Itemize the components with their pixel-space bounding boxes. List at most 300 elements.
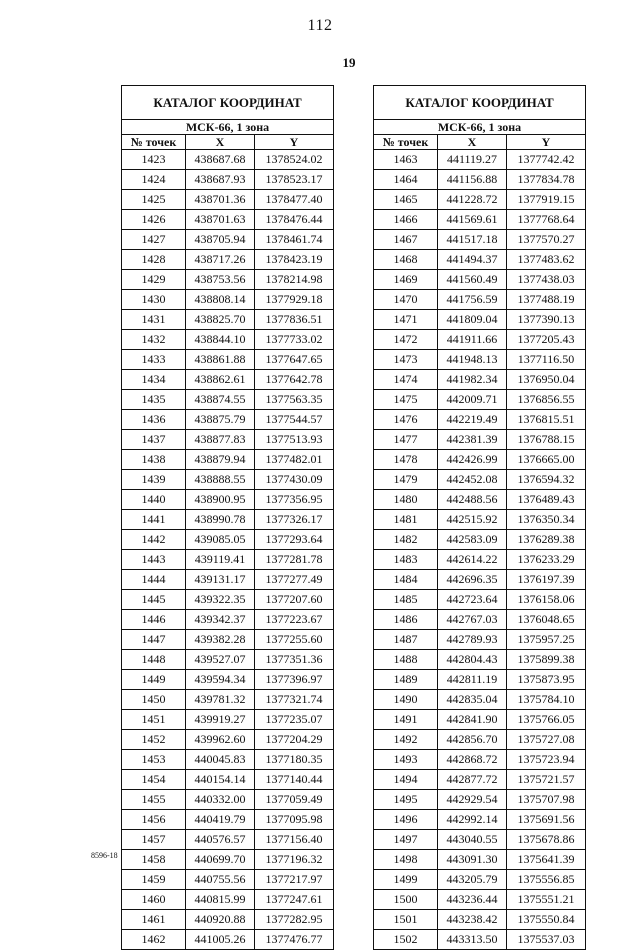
table-row: [122, 750, 333, 770]
cell-point-number: 1483: [374, 550, 438, 569]
cell-x: 438874.55: [186, 390, 255, 409]
cell-y: 1377733.02: [265, 332, 323, 346]
cell-point-number: 1447: [122, 630, 186, 649]
table-row: [374, 290, 585, 310]
table-row: [122, 150, 333, 170]
cell-y: 1377834.78: [517, 172, 575, 186]
cell-point-number: 1479: [374, 470, 438, 489]
document-code: 8596-18: [91, 851, 118, 860]
cell-x: 439919.27: [186, 710, 255, 729]
cell-point-number: 1499: [374, 870, 438, 889]
table-row: [374, 510, 585, 530]
cell-y: 1376665.00: [517, 452, 575, 466]
coordinate-catalog-table-right: [373, 85, 586, 950]
cell-y: 1377356.95: [265, 492, 323, 506]
cell-point-number: 1456: [122, 810, 186, 829]
cell-x: 442009.71: [438, 390, 507, 409]
cell-point-number: 1426: [122, 210, 186, 229]
cell-y: 1376197.39: [517, 572, 575, 586]
cell-point-number: 1448: [122, 650, 186, 669]
cell-x: 438705.94: [186, 230, 255, 249]
cell-point-number: 1481: [374, 510, 438, 529]
table-row: [374, 890, 585, 910]
cell-x: 443091.30: [438, 850, 507, 869]
cell-x: 440045.83: [186, 750, 255, 769]
table-row: [122, 790, 333, 810]
cell-x: 442877.72: [438, 770, 507, 789]
cell-point-number: 1449: [122, 670, 186, 689]
cell-x: 440419.79: [186, 810, 255, 829]
cell-y: 1377351.36: [265, 652, 323, 666]
cell-point-number: 1487: [374, 630, 438, 649]
cell-y: 1375721.57: [517, 772, 575, 786]
cell-point-number: 1490: [374, 690, 438, 709]
cell-y: 1377059.49: [265, 792, 323, 806]
cell-x: 442811.19: [438, 670, 507, 689]
cell-y: 1375551.21: [517, 892, 575, 906]
cell-x: 440699.70: [186, 850, 255, 869]
cell-x: 438808.14: [186, 290, 255, 309]
table-row: [374, 230, 585, 250]
cell-x: 442804.43: [438, 650, 507, 669]
cell-point-number: 1493: [374, 750, 438, 769]
cell-x: 443313.50: [438, 930, 507, 949]
catalog-title: КАТАЛОГ КООРДИНАТ: [122, 86, 333, 120]
cell-y: 1375691.56: [517, 812, 575, 826]
table-row: [122, 570, 333, 590]
cell-y: 1377095.98: [265, 812, 323, 826]
table-row: [374, 750, 585, 770]
cell-y: 1377207.60: [265, 592, 323, 606]
cell-x: 438844.10: [186, 330, 255, 349]
cell-point-number: 1435: [122, 390, 186, 409]
cell-y: 1376158.06: [517, 592, 575, 606]
cell-x: 439131.17: [186, 570, 255, 589]
table-row: [374, 410, 585, 430]
table-row: [374, 310, 585, 330]
catalog-title: КАТАЛОГ КООРДИНАТ: [374, 86, 585, 120]
cell-x: 438900.95: [186, 490, 255, 509]
cell-x: 441156.88: [438, 170, 507, 189]
cell-point-number: 1462: [122, 930, 186, 949]
table-row: [122, 510, 333, 530]
cell-point-number: 1473: [374, 350, 438, 369]
table-row: [374, 790, 585, 810]
cell-x: 438701.63: [186, 210, 255, 229]
table-row: [374, 150, 585, 170]
cell-x: 438687.68: [186, 150, 255, 169]
cell-y: 1377483.62: [517, 252, 575, 266]
cell-y: 1377196.32: [265, 852, 323, 866]
cell-y: 1375873.95: [517, 672, 575, 686]
table-row: [122, 330, 333, 350]
table-row: [122, 550, 333, 570]
cell-y: 1375899.38: [517, 652, 575, 666]
cell-y: 1377438.03: [517, 272, 575, 286]
cell-x: 439781.32: [186, 690, 255, 709]
cell-point-number: 1488: [374, 650, 438, 669]
cell-point-number: 1429: [122, 270, 186, 289]
cell-point-number: 1432: [122, 330, 186, 349]
cell-point-number: 1431: [122, 310, 186, 329]
cell-point-number: 1452: [122, 730, 186, 749]
cell-y: 1377277.49: [265, 572, 323, 586]
table-row: [122, 290, 333, 310]
cell-point-number: 1485: [374, 590, 438, 609]
cell-y: 1377156.40: [265, 832, 323, 846]
cell-x: 442452.08: [438, 470, 507, 489]
cell-x: 441228.72: [438, 190, 507, 209]
cell-y: 1377488.19: [517, 292, 575, 306]
cell-x: 439594.34: [186, 670, 255, 689]
cell-point-number: 1491: [374, 710, 438, 729]
cell-point-number: 1423: [122, 150, 186, 169]
table-row: [122, 910, 333, 930]
cell-point-number: 1486: [374, 610, 438, 629]
cell-y: 1375727.08: [517, 732, 575, 746]
cell-y: 1377116.50: [517, 352, 575, 366]
cell-x: 439119.41: [186, 550, 255, 569]
cell-x: 442515.92: [438, 510, 507, 529]
header-point-number: № точек: [122, 135, 186, 149]
cell-y: 1377205.43: [517, 332, 575, 346]
table-row: [374, 270, 585, 290]
cell-y: 1375550.84: [517, 912, 575, 926]
cell-point-number: 1461: [122, 910, 186, 929]
cell-point-number: 1428: [122, 250, 186, 269]
cell-y: 1376594.32: [517, 472, 575, 486]
table-row: [374, 390, 585, 410]
table-row: [374, 630, 585, 650]
table-row: [374, 250, 585, 270]
cell-x: 443238.42: [438, 910, 507, 929]
cell-x: 442583.09: [438, 530, 507, 549]
cell-y: 1377768.64: [517, 212, 575, 226]
table-row: [122, 490, 333, 510]
cell-x: 443040.55: [438, 830, 507, 849]
cell-point-number: 1470: [374, 290, 438, 309]
table-row: [374, 190, 585, 210]
cell-y: 1378461.74: [265, 232, 323, 246]
table-row: [374, 870, 585, 890]
cell-y: 1376233.29: [517, 552, 575, 566]
cell-y: 1377204.29: [265, 732, 323, 746]
cell-x: 442488.56: [438, 490, 507, 509]
cell-y: 1378524.02: [265, 152, 323, 166]
cell-y: 1377476.77: [265, 932, 323, 946]
table-row: [374, 690, 585, 710]
table-row: [374, 570, 585, 590]
cell-x: 439962.60: [186, 730, 255, 749]
cell-point-number: 1454: [122, 770, 186, 789]
cell-point-number: 1497: [374, 830, 438, 849]
header-y: Y: [289, 135, 299, 149]
cell-y: 1377321.74: [265, 692, 323, 706]
coordinate-system-zone: МСК-66, 1 зона: [374, 120, 585, 135]
page-number: 112: [307, 17, 333, 34]
cell-x: 438753.56: [186, 270, 255, 289]
cell-point-number: 1443: [122, 550, 186, 569]
cell-point-number: 1495: [374, 790, 438, 809]
cell-point-number: 1502: [374, 930, 438, 949]
cell-y: 1375678.86: [517, 832, 575, 846]
cell-y: 1378423.19: [265, 252, 323, 266]
cell-point-number: 1442: [122, 530, 186, 549]
cell-y: 1375766.05: [517, 712, 575, 726]
table-row: [122, 190, 333, 210]
cell-x: 441560.49: [438, 270, 507, 289]
table-row: [374, 910, 585, 930]
table-row: [374, 370, 585, 390]
table-row: [122, 850, 333, 870]
cell-point-number: 1476: [374, 410, 438, 429]
cell-point-number: 1469: [374, 270, 438, 289]
cell-point-number: 1465: [374, 190, 438, 209]
cell-x: 439527.07: [186, 650, 255, 669]
table-row: [374, 590, 585, 610]
cell-x: 438879.94: [186, 450, 255, 469]
table-row: [122, 710, 333, 730]
table-row: [374, 210, 585, 230]
table-row: [374, 650, 585, 670]
cell-point-number: 1425: [122, 190, 186, 209]
table-row: [122, 530, 333, 550]
table-row: [122, 650, 333, 670]
cell-y: 1377247.61: [265, 892, 323, 906]
cell-y: 1375556.85: [517, 872, 575, 886]
cell-y: 1376950.04: [517, 372, 575, 386]
cell-y: 1378214.98: [265, 272, 323, 286]
cell-x: 441982.34: [438, 370, 507, 389]
cell-x: 438862.61: [186, 370, 255, 389]
cell-x: 438687.93: [186, 170, 255, 189]
cell-point-number: 1492: [374, 730, 438, 749]
table-row: [122, 690, 333, 710]
table-row: [374, 490, 585, 510]
table-row: [374, 330, 585, 350]
cell-y: 1377293.64: [265, 532, 323, 546]
cell-x: 441756.59: [438, 290, 507, 309]
cell-x: 438717.26: [186, 250, 255, 269]
table-row: [122, 310, 333, 330]
table-row: [374, 930, 585, 949]
cell-point-number: 1459: [122, 870, 186, 889]
cell-point-number: 1474: [374, 370, 438, 389]
cell-x: 439322.35: [186, 590, 255, 609]
cell-point-number: 1471: [374, 310, 438, 329]
table-row: [122, 210, 333, 230]
cell-y: 1378476.44: [265, 212, 323, 226]
cell-point-number: 1457: [122, 830, 186, 849]
table-row: [122, 630, 333, 650]
cell-x: 441948.13: [438, 350, 507, 369]
cell-x: 442835.04: [438, 690, 507, 709]
table-row: [374, 170, 585, 190]
cell-x: 439085.05: [186, 530, 255, 549]
table-row: [122, 890, 333, 910]
table-row: [122, 370, 333, 390]
table-row: [122, 590, 333, 610]
table-row: [374, 610, 585, 630]
cell-x: 442696.35: [438, 570, 507, 589]
cell-x: 442723.64: [438, 590, 507, 609]
cell-y: 1377326.17: [265, 512, 323, 526]
cell-point-number: 1484: [374, 570, 438, 589]
cell-x: 442381.39: [438, 430, 507, 449]
cell-y: 1377396.97: [265, 672, 323, 686]
cell-y: 1375957.25: [517, 632, 575, 646]
cell-y: 1377742.42: [517, 152, 575, 166]
cell-point-number: 1450: [122, 690, 186, 709]
cell-point-number: 1424: [122, 170, 186, 189]
cell-point-number: 1498: [374, 850, 438, 869]
cell-x: 441517.18: [438, 230, 507, 249]
table-row: [374, 830, 585, 850]
cell-x: 443205.79: [438, 870, 507, 889]
cell-x: 442789.93: [438, 630, 507, 649]
cell-y: 1377390.13: [517, 312, 575, 326]
cell-y: 1377482.01: [265, 452, 323, 466]
cell-x: 442929.54: [438, 790, 507, 809]
cell-x: 441569.61: [438, 210, 507, 229]
cell-y: 1375641.39: [517, 852, 575, 866]
cell-point-number: 1440: [122, 490, 186, 509]
cell-y: 1376856.55: [517, 392, 575, 406]
cell-point-number: 1494: [374, 770, 438, 789]
cell-point-number: 1466: [374, 210, 438, 229]
cell-point-number: 1477: [374, 430, 438, 449]
cell-y: 1377647.65: [265, 352, 323, 366]
cell-y: 1377919.15: [517, 192, 575, 206]
cell-point-number: 1496: [374, 810, 438, 829]
table-row: [122, 230, 333, 250]
cell-x: 442868.72: [438, 750, 507, 769]
cell-x: 440815.99: [186, 890, 255, 909]
cell-x: 442841.90: [438, 710, 507, 729]
cell-x: 441005.26: [186, 930, 255, 949]
cell-point-number: 1489: [374, 670, 438, 689]
cell-point-number: 1437: [122, 430, 186, 449]
table-row: [374, 430, 585, 450]
cell-point-number: 1438: [122, 450, 186, 469]
coordinate-system-zone: МСК-66, 1 зона: [122, 120, 333, 135]
cell-point-number: 1446: [122, 610, 186, 629]
table-row: [122, 670, 333, 690]
cell-y: 1377544.57: [265, 412, 323, 426]
cell-x: 439342.37: [186, 610, 255, 629]
cell-point-number: 1445: [122, 590, 186, 609]
table-row: [374, 810, 585, 830]
table-row: [374, 550, 585, 570]
cell-point-number: 1430: [122, 290, 186, 309]
cell-y: 1375784.10: [517, 692, 575, 706]
table-row: [122, 470, 333, 490]
table-row: [122, 730, 333, 750]
cell-x: 440154.14: [186, 770, 255, 789]
cell-point-number: 1500: [374, 890, 438, 909]
cell-point-number: 1472: [374, 330, 438, 349]
table-row: [122, 270, 333, 290]
cell-point-number: 1482: [374, 530, 438, 549]
cell-x: 441494.37: [438, 250, 507, 269]
cell-point-number: 1501: [374, 910, 438, 929]
cell-y: 1376815.51: [517, 412, 575, 426]
cell-y: 1377180.35: [265, 752, 323, 766]
table-header: [122, 135, 333, 150]
cell-x: 438825.70: [186, 310, 255, 329]
cell-point-number: 1468: [374, 250, 438, 269]
cell-point-number: 1458: [122, 850, 186, 869]
table-row: [122, 610, 333, 630]
cell-point-number: 1427: [122, 230, 186, 249]
cell-x: 440576.57: [186, 830, 255, 849]
table-row: [374, 530, 585, 550]
cell-x: 438701.36: [186, 190, 255, 209]
cell-y: 1376048.65: [517, 612, 575, 626]
cell-y: 1376788.15: [517, 432, 575, 446]
table-row: [122, 390, 333, 410]
cell-y: 1377430.09: [265, 472, 323, 486]
cell-x: 442856.70: [438, 730, 507, 749]
cell-point-number: 1463: [374, 150, 438, 169]
table-row: [122, 830, 333, 850]
header-x: X: [186, 135, 255, 149]
cell-point-number: 1467: [374, 230, 438, 249]
cell-y: 1377836.51: [265, 312, 323, 326]
cell-x: 440755.56: [186, 870, 255, 889]
cell-point-number: 1451: [122, 710, 186, 729]
cell-y: 1377235.07: [265, 712, 323, 726]
coordinate-catalog-table-left: [121, 85, 334, 950]
cell-y: 1376489.43: [517, 492, 575, 506]
cell-point-number: 1434: [122, 370, 186, 389]
cell-x: 441809.04: [438, 310, 507, 329]
cell-x: 439382.28: [186, 630, 255, 649]
cell-x: 442767.03: [438, 610, 507, 629]
cell-y: 1377281.78: [265, 552, 323, 566]
cell-y: 1378477.40: [265, 192, 323, 206]
cell-y: 1377929.18: [265, 292, 323, 306]
cell-y: 1377513.93: [265, 432, 323, 446]
table-body: [374, 150, 585, 949]
cell-y: 1376350.34: [517, 512, 575, 526]
cell-x: 441119.27: [438, 150, 507, 169]
table-row: [122, 770, 333, 790]
table-row: [122, 170, 333, 190]
cell-y: 1375723.94: [517, 752, 575, 766]
cell-x: 438877.83: [186, 430, 255, 449]
table-row: [122, 870, 333, 890]
cell-point-number: 1433: [122, 350, 186, 369]
table-row: [122, 430, 333, 450]
cell-y: 1377140.44: [265, 772, 323, 786]
table-row: [122, 930, 333, 949]
table-body: [122, 150, 333, 949]
cell-point-number: 1439: [122, 470, 186, 489]
table-row: [122, 450, 333, 470]
cell-x: 440920.88: [186, 910, 255, 929]
cell-y: 1377223.67: [265, 612, 323, 626]
table-row: [122, 250, 333, 270]
table-row: [122, 810, 333, 830]
cell-point-number: 1455: [122, 790, 186, 809]
table-row: [374, 350, 585, 370]
cell-point-number: 1436: [122, 410, 186, 429]
header-point-number: № точек: [374, 135, 438, 149]
table-row: [374, 670, 585, 690]
table-row: [374, 470, 585, 490]
cell-x: 438861.88: [186, 350, 255, 369]
